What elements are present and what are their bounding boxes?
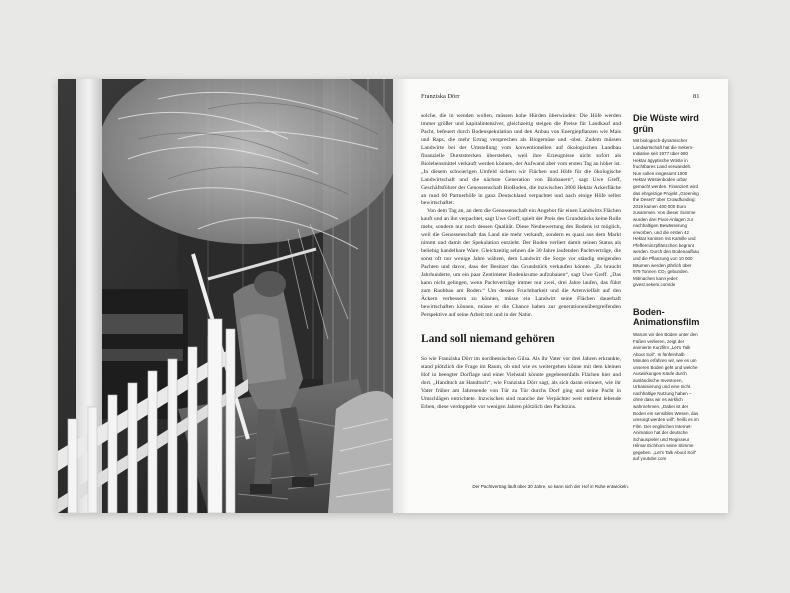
sidebar-box-film xyxy=(633,307,700,463)
sidebar xyxy=(633,113,700,463)
page-gutter-shadow xyxy=(393,79,409,513)
running-head: Franziska Dörr xyxy=(421,93,460,100)
article-paragraph: solche, die in wenden wollen, müssen hohe Hürden überwinden: Die Höfe werden immer größer und kapitalintensiver, gleichzeitig steigen die Preise für Landkauf und Pacht, befeuert durch Bodenspekulation und den Anbau von Energiepflanzen wie Mais und Raps, die mehr Ertrag versprechen als Biogemüse und -obst. Zudem müssen Landwirte bei der Umstellung vom konventionellen auf ökologischen Landbau finanzielle Durststrecken überstehen, weil ihre Erzeugnisse nicht sofort als Biolebensmittel verkauft werden können, der Aufwand aber vom ersten Tag an höher ist. „In diesem schwierigen Umfeld sichern wir Flächen und Höfe für die ökologische Landwirtschaft und die nächste Generation von Biobauern“, sagt Uwe Greff, Geschäftsführer der Genossenschaft BioBoden, die inzwischen 3800 Hektar Ackerfläche an rund 60 Partnerhöfe in ganz Deutschland verpachtet und nach einige Höfe selbst bewirtschaftet. xyxy=(421,113,621,207)
page-number: 81 xyxy=(693,93,700,100)
farm-photo xyxy=(58,79,393,513)
article-subheading: Land soll niemand gehören xyxy=(421,332,555,345)
article-body xyxy=(421,113,621,320)
article-column xyxy=(421,113,621,411)
sidebar-title: Die Wüste wird grün xyxy=(633,113,699,134)
magazine-spread xyxy=(58,79,728,513)
sidebar-text: Mit biologisch-dynamischer Landwirtschaft hat die Sekem-Initiative seit 1977 über 680 Hektar ägyptische Wüste in fruchtbares Land verwandelt. Nun sollen insgesamt 1000 Hektar Wüstenboden urbar gemacht werden. Finanziert wird das ehrgeizige Projekt „Greening the Desert“ über Crowdfunding: 2019 kamen 400 000 Euro zusammen. Von dieser Summe wurden drei Pivot-Anlagen zur nachhaltigen Bewässerung erworben, und die ersten 42 Hektar konnten mit Kamille und Pfefferminzpflänzchen begrünt werden. Durch den Bodenaufbau und die Pflanzung von 10 000 Bäumen werden jährlich über 979 Tonnen CO₂ gebunden. Mitmachen kann jeder: givest.sekem.com/de xyxy=(633,138,700,288)
sidebar-title: Boden-Animationsfilm xyxy=(633,306,700,328)
sidebar-text: Warum wir den Boden unter den Füßen verlieren, zeigt der animierte Kurzfilm „Let’s Talk About Soil“. In fünfeinhalb Minuten erfahren wir, wie es um unseren Boden geht und welche Auswirkungen Käufe durch ausländische Investoren, Urbanisierung und eine nicht nachhaltige Nutzung haben – ohne dass wir es wirklich wahrnehmen. „Dabei ist der Boden ein sensibles Wesen, das umsorgt werden will“, heißt es im Film. Der englischen Internet-Animation hat der deutsche Schauspieler und Regisseur Hilmar Eichhorn seine Stimme gegeben. „Let’s Talk About Soil“ auf youtube.com xyxy=(633,331,699,462)
article-body-continued xyxy=(421,356,621,412)
article-paragraph: Von dem Tag an, an dem die Genossenschaft ein Angebot für einen Landwirts Flächen kauft und an ihn verpachtet, sagt Uwe Greff, spielt der Preis des Grundstücks keine Rolle mehr, sondern nur noch dessen Qualität. Diese Neubewertung des Bodens ist möglich, weil die Genossenschaft das Land nie mehr verkauft, sondern es quasi aus dem Markt nimmt und damit der Spekulation entzieht. Der Boden verliert damit seinen Status als beliebig handelbare Ware. Gleichzeitig sehnen die 30 Jahre laufenden Pachtverträge, die sonst oft nur wenige Jahre währen, dem Landwirt die Sorge vor ständig steigenden Pachten und davor, dass der Besitzer das Grundstück verkaufen könnte. „Es braucht Jahrhunderte, um ein paar Zentimeter Bodenkrume aufzubauen“, sagt Uwe Greff. „Das kann nicht gelingen, wenn Pachtverträge immer nur zwei, drei Jahre laufen, das führt zum Raubbau am Boden.“ Um dessen Fruchtbarkeit und die Artenvielfalt auf den Äckern verbessern zu können, müsse ein Landwirt seine Flächen dauerhaft bewirtschaften können, müsse er die Chance haben zur generationenübergreifenden Perspektive auf seine Arbeit mit und in der Natur. xyxy=(421,208,621,318)
photo-caption: Der Pachtvertrag läuft über 30 Jahre, so kann sich der Hof in Ruhe entwickeln. xyxy=(472,484,629,489)
sidebar-box-desert xyxy=(633,113,700,289)
article-paragraph: So wie Franziska Dörr im nordhessischen Gilsa. Als ihr Vater vor drei Jahren erkrankte, stand plötzlich die Frage im Raum, ob und wie es weitergehen könne mit dem kleinen Hof in beengter Dorflage und einer Viehstall könnte gegebenenfalls Flächen hier und dort. „Handtuch an Handtuch“, wie Franziska Dörr sagt, als sich daran erinnert, wie ihr Vater früher am Jahresende von Tür zu Tür durchs Dorf ging und seine Pacht in Umschlägen entrichtete. Inzwischen sind manche der Verpächter weit entfernt lebende Erben, diese verdoppelte vor wenigen Jahren plötzlich den Pachtzins. xyxy=(421,355,621,410)
